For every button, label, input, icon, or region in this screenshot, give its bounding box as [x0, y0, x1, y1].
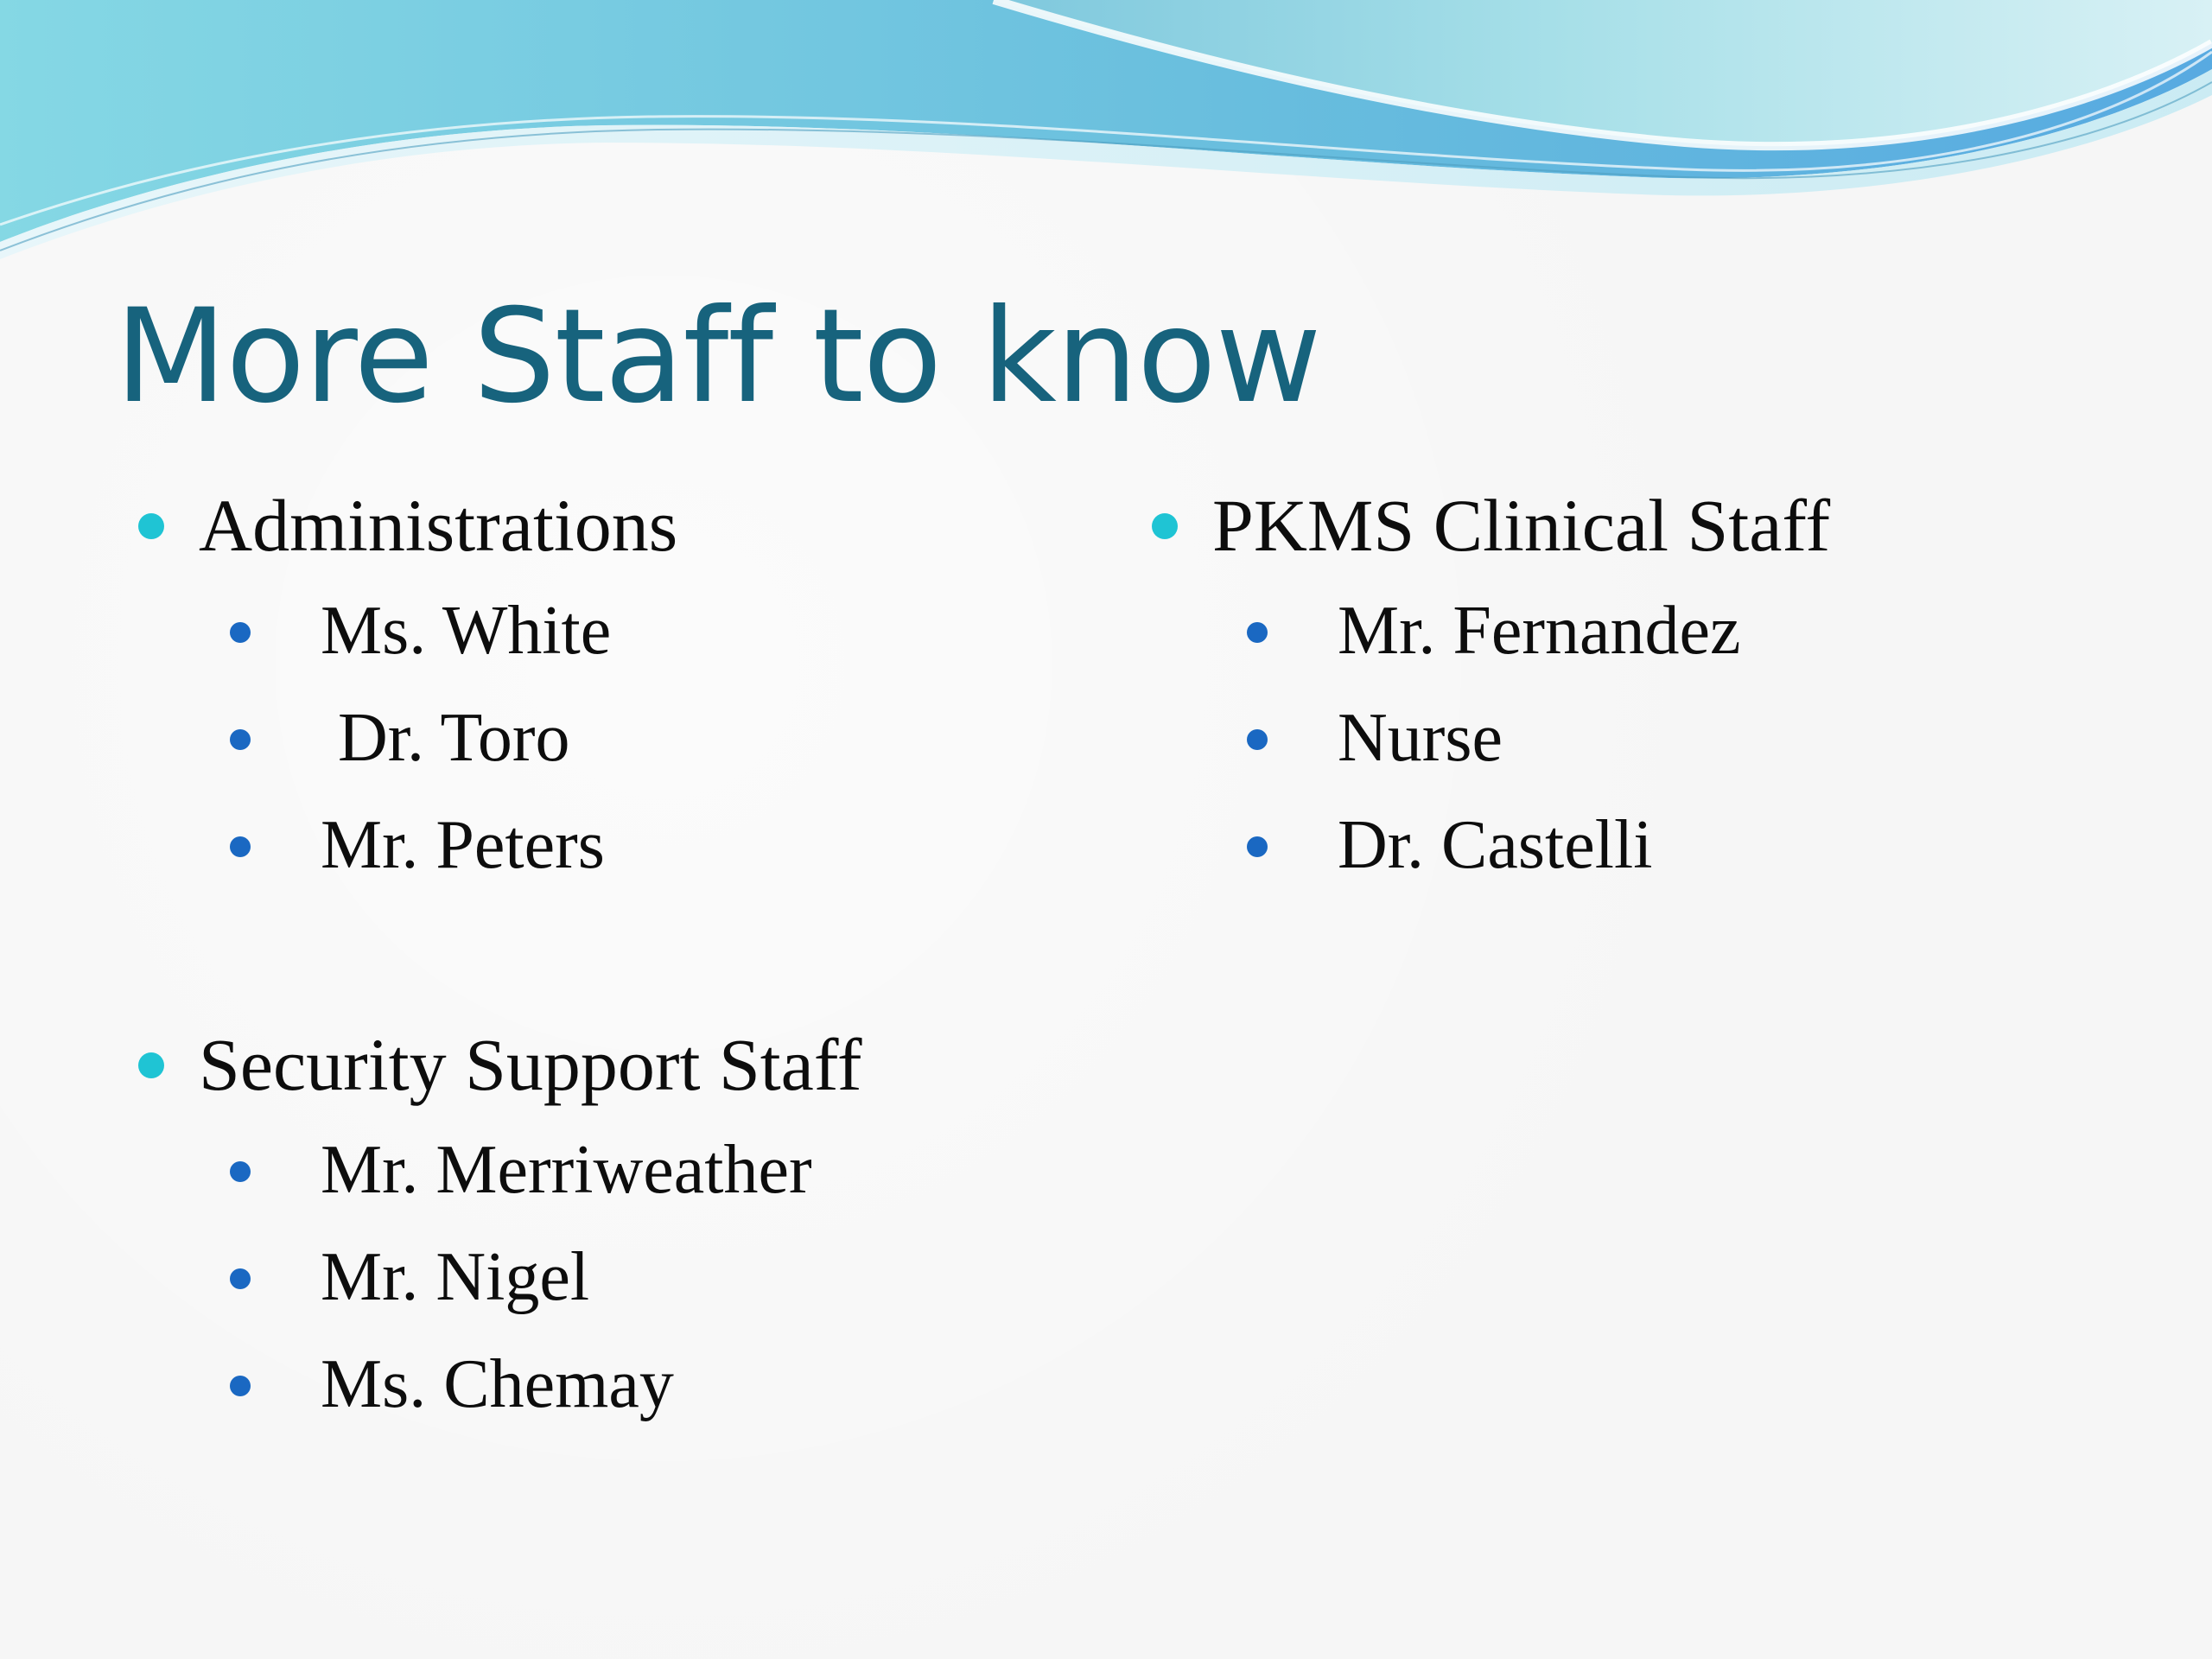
group-heading-text: Security Support Staff: [199, 1023, 862, 1106]
staff-name: Ms. Chemay: [321, 1346, 674, 1422]
level2-bullet-icon: [1247, 622, 1268, 643]
level2-bullet-icon: [230, 1376, 251, 1396]
group-heading: [1152, 477, 1830, 574]
group-heading: [138, 1016, 862, 1113]
staff-name: Mr. Fernandez: [1338, 593, 1741, 669]
list-item: [1247, 791, 1830, 899]
list-item: [230, 1331, 862, 1438]
list-item: [1247, 577, 1830, 684]
header-wave-decoration: [0, 0, 2212, 276]
group-heading: [138, 477, 677, 574]
group-pkms-clinical-staff: [1152, 477, 1830, 899]
staff-list: [1247, 577, 1830, 899]
slide-title: More Staff to know: [115, 282, 1321, 432]
staff-name: Mr. Peters: [321, 807, 605, 883]
group-heading-text: PKMS Clinical Staff: [1212, 484, 1831, 567]
level2-bullet-icon: [1247, 836, 1268, 857]
staff-name: Nurse: [1338, 700, 1503, 776]
list-item: [230, 684, 677, 791]
staff-name: Dr. Toro: [321, 700, 570, 776]
level2-bullet-icon: [1247, 729, 1268, 750]
staff-name: Mr. Merriweather: [321, 1132, 812, 1208]
group-administrations: [138, 477, 677, 899]
staff-name: Ms. White: [321, 593, 612, 669]
level1-bullet-icon: [138, 1052, 164, 1078]
list-item: [230, 1224, 862, 1331]
list-item: [230, 1116, 862, 1224]
level1-bullet-icon: [1152, 513, 1178, 539]
level2-bullet-icon: [230, 622, 251, 643]
list-item: [230, 791, 677, 899]
staff-name: Dr. Castelli: [1338, 807, 1653, 883]
level2-bullet-icon: [230, 1268, 251, 1289]
staff-list: [230, 1116, 862, 1438]
level2-bullet-icon: [230, 836, 251, 857]
list-item: [1247, 684, 1830, 791]
staff-name: Mr. Nigel: [321, 1239, 590, 1315]
level1-bullet-icon: [138, 513, 164, 539]
level2-bullet-icon: [230, 729, 251, 750]
level2-bullet-icon: [230, 1161, 251, 1182]
group-security-support-staff: [138, 1016, 862, 1438]
group-heading-text: Administrations: [199, 484, 678, 567]
staff-list: [230, 577, 677, 899]
list-item: [230, 577, 677, 684]
